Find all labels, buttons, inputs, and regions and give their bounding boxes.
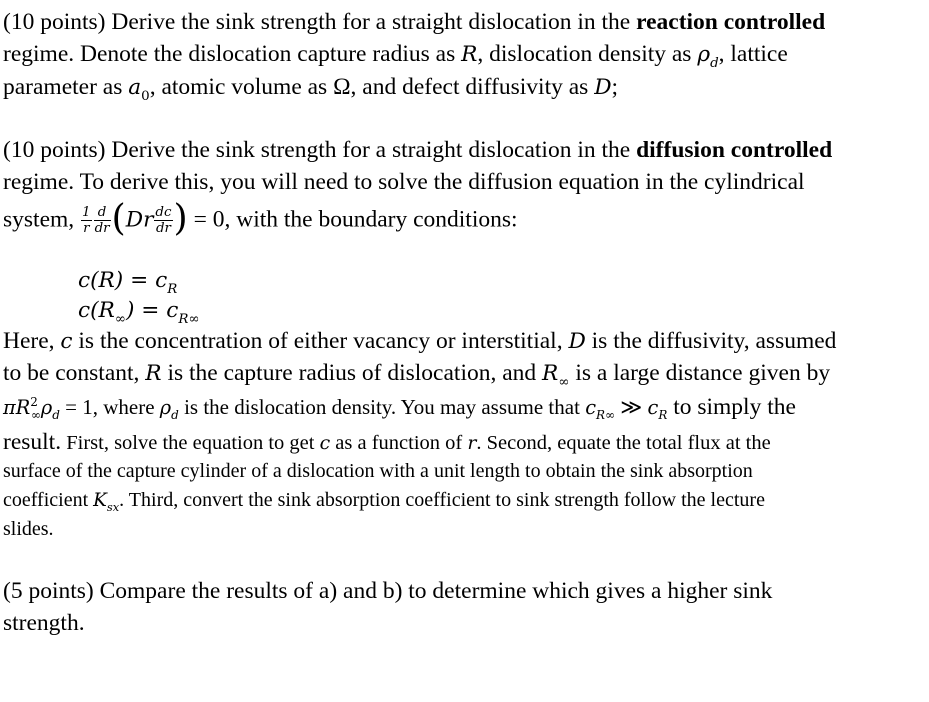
part-b-text: First, solve the equation to get: [61, 432, 320, 454]
frac-num: 1: [82, 205, 91, 221]
part-b-text: . Second, equate the total flux at the: [476, 432, 771, 454]
part-b-text: to be constant,: [3, 360, 146, 386]
part-b-coefficient-line: [3, 486, 765, 515]
math-symbol: ρ: [40, 396, 53, 419]
fraction-d-over-dr: [94, 205, 111, 237]
frac-den: r: [83, 221, 90, 237]
math-symbol: πR: [3, 396, 31, 419]
boundary-condition-1: [78, 264, 177, 297]
math-subscript: ∞: [558, 374, 570, 390]
part-b-text: is a large distance given by: [569, 360, 831, 386]
right-paren: ): [173, 196, 188, 239]
part-a-text: , dislocation density as: [477, 41, 698, 67]
math-symbol: R: [145, 361, 162, 386]
math-symbol: c: [319, 432, 331, 454]
boundary-condition-2: [78, 294, 200, 327]
math-subscript: R∞: [596, 408, 615, 423]
part-b-line-2: regime. To derive this, you will need to solve the diffusion equation in the cylindrical: [3, 169, 805, 195]
part-a-text: parameter as: [3, 74, 129, 100]
frac-num: d: [97, 205, 107, 221]
part-b-text: as a function of: [330, 432, 468, 454]
part-b-bold-term: diffusion controlled: [636, 137, 833, 163]
math-symbol: c: [60, 329, 73, 354]
part-a-line-2: [3, 38, 788, 71]
part-a-text: , lattice: [718, 41, 788, 67]
part-c-line-2: strength.: [3, 610, 85, 636]
math-operator: ≫: [615, 395, 648, 419]
math-symbol: r: [467, 432, 477, 454]
part-a-line-3: [3, 71, 618, 104]
part-b-text: = 1, where: [59, 395, 160, 419]
bc-expr: c(R: [78, 298, 115, 323]
part-b-text: is the diffusivity, assumed: [585, 328, 837, 354]
fraction-1-over-r: [81, 205, 92, 237]
math-subscript: ∞: [30, 408, 41, 423]
part-b-surface-line: surface of the capture cylinder of a dislocation with a unit length to obtain the sink absorption: [3, 460, 753, 482]
part-b-text: coefficient: [3, 489, 94, 511]
math-symbol: ρ: [159, 396, 172, 419]
part-b-here-line: [3, 325, 836, 358]
math-symbol: c: [647, 396, 659, 419]
part-b-line-1: [3, 134, 832, 166]
math-superscript: 2: [30, 395, 38, 409]
math-symbol: Dr: [125, 207, 154, 233]
part-a-text: regime. Denote the dislocation capture radius as: [3, 41, 462, 67]
math-subscript: d: [171, 408, 179, 423]
math-subscript: d: [52, 408, 60, 423]
part-b-text: result.: [3, 429, 62, 455]
diffusion-equation-line: [3, 196, 518, 239]
part-b-pi-line: [3, 391, 796, 424]
bc-subscript: ∞: [114, 311, 126, 327]
left-paren: (: [111, 196, 126, 239]
frac-num: dc: [155, 205, 172, 221]
fraction-dc-over-dr: [154, 205, 172, 237]
part-b-text: is the dislocation density. You may assume that: [178, 395, 586, 419]
part-a-bold-term: reaction controlled: [636, 9, 826, 35]
math-symbol: K: [93, 490, 107, 511]
part-b-text: = 0, with the boundary conditions:: [187, 206, 518, 233]
bc-expr: ) = c: [125, 298, 179, 323]
part-b-slides-line: slides.: [3, 518, 54, 540]
part-b-intro: (10 points) Derive the sink strength for a straight dislocation in the: [3, 137, 637, 163]
math-symbol: R: [542, 361, 559, 386]
bc-subscript: R: [167, 281, 178, 297]
bc-subscript: R∞: [178, 311, 200, 327]
math-subscript: R: [658, 408, 668, 423]
part-a-line-1: [3, 6, 825, 38]
frac-den: dr: [155, 221, 171, 237]
math-subscript: 0: [141, 88, 150, 104]
part-b-result-line: [3, 426, 771, 459]
part-c-line-1: (5 points) Compare the results of a) and b) to determine which gives a higher sink: [3, 578, 773, 604]
math-subscript: d: [710, 55, 719, 71]
math-symbol: a: [128, 75, 142, 100]
math-symbol: c: [585, 396, 597, 419]
part-b-text: to simply the: [667, 394, 796, 420]
math-symbol: D: [568, 329, 586, 354]
part-b-text: is the capture radius of dislocation, and: [161, 360, 543, 386]
frac-den: dr: [94, 221, 110, 237]
math-symbol: R: [461, 42, 478, 67]
part-b-text: system,: [3, 206, 81, 233]
part-b-constant-line: [3, 357, 830, 390]
part-b-text: Here,: [3, 328, 61, 354]
math-subscript: sx: [106, 500, 120, 514]
part-b-text: . Third, convert the sink absorption coefficient to sink strength follow the lecture: [119, 489, 765, 511]
part-b-text: is the concentration of either vacancy or interstitial,: [72, 328, 569, 354]
math-symbol: D: [594, 75, 612, 100]
math-symbol: ρ: [697, 42, 711, 67]
part-a-text: ;: [611, 74, 619, 100]
bc-expr: c(R) = c: [78, 268, 168, 293]
part-a-text: , atomic volume as Ω, and defect diffusivity as: [149, 74, 595, 100]
part-a-intro: (10 points) Derive the sink strength for a straight dislocation in the: [3, 9, 637, 35]
